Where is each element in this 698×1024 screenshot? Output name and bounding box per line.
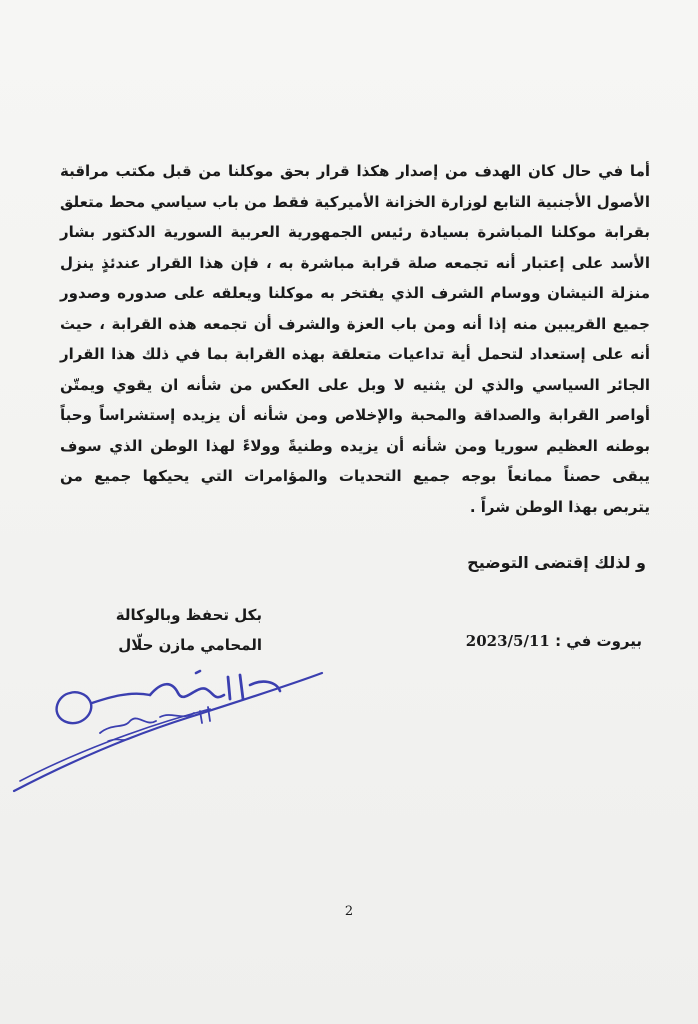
body-line: أنه على إستعداد لتحمل أية تداعيات متعلقة بهذه القرابة بما في ذلك هذا القرار xyxy=(60,345,650,363)
body-line: جميع القريبين منه إذا أنه ومن باب العزة والشرف أن تجمعه هذه القرابة ، حيث xyxy=(60,314,650,333)
handwritten-signature xyxy=(0,655,340,805)
signer-name: المحامي مازن حلّال xyxy=(118,636,262,654)
page-number: 2 xyxy=(344,904,354,919)
body-line: الأصول الأجنبية التابع لوزارة الخزانة الأميركية فقط من باب سياسي محط متعلق xyxy=(60,192,650,211)
place-label: بيروت في : xyxy=(555,632,642,650)
body-line: أواصر القرابة والصداقة والمحبة والإخلاص ومن شأنه أن يزيده إستشراساً وحباً xyxy=(60,406,650,424)
body-line: بوطنه العظيم سوريا ومن شأنه أن يزيده وطنيةً وولاءً لهذا الوطن الذي سوف xyxy=(60,436,650,455)
signature-block xyxy=(42,600,262,660)
place-date xyxy=(466,632,642,650)
body-line: يتربص بهذا الوطن شراً . xyxy=(469,497,650,516)
closing-line: و لذلك إقتضى التوضيح xyxy=(467,553,646,572)
regards-line: بكل تحفظ وبالوكالة xyxy=(115,606,262,624)
body-line: منزلة النيشان ووسام الشرف الذي يفتخر به موكلنا ويعلقه على صدوره وصدور xyxy=(60,284,650,302)
body-line: الأسد على إعتبار أنه تجمعه صلة قرابة مباشرة به ، فإن هذا القرار عندئذٍ ينزل xyxy=(60,253,650,272)
body-line: أما في حال كان الهدف من إصدار هكذا قرار بحق موكلنا من قبل مكتب مراقبة xyxy=(60,162,650,180)
letter-body xyxy=(60,156,650,522)
body-line: الجائر السياسي والذي لن يثنيه لا وبل على العكس من شأنه ان يقوي ويمتّن xyxy=(60,375,650,394)
body-line: بقرابة موكلنا المباشرة بسيادة رئيس الجمهورية العربية السورية الدكتور بشار xyxy=(60,223,650,241)
letter-date: 2023/5/11 xyxy=(465,632,550,650)
body-line: يبقى حصناً ممانعاً بوجه جميع التحديات والمؤامرات التي يحيكها جميع من xyxy=(60,467,650,485)
